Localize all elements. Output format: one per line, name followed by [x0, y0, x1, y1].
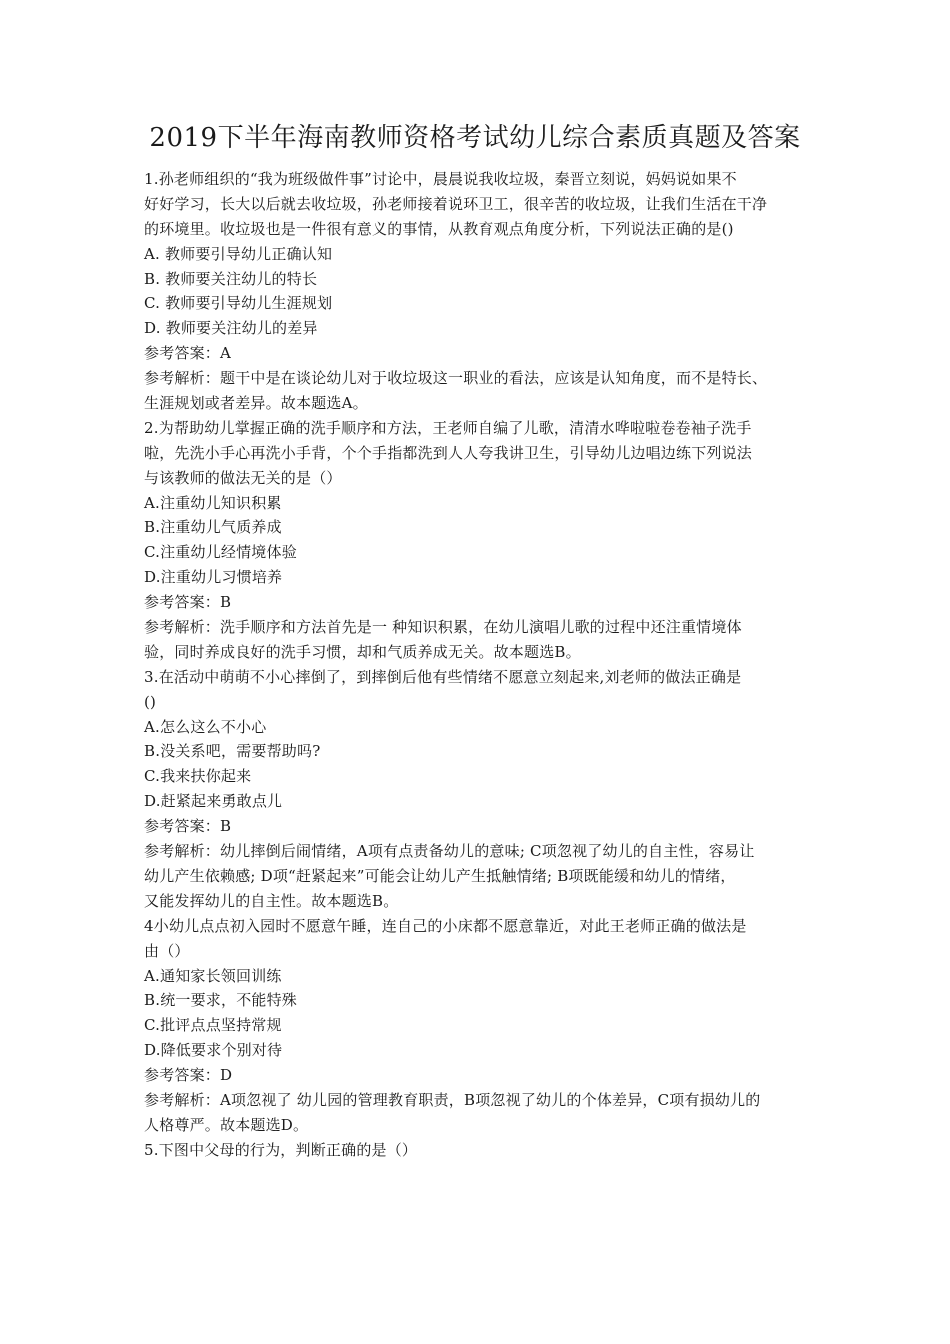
text-line: B.没关系吧，需要帮助吗?: [144, 742, 321, 761]
text-line: A. 教师要引导幼儿正确认知: [144, 244, 333, 263]
document-title: 2019下半年海南教师资格考试幼儿综合素质真题及答案: [149, 123, 801, 153]
text-line: D.赶紧起来勇敢点儿: [144, 792, 283, 811]
text-line: 人格尊严。故本题选D。: [144, 1115, 309, 1134]
text-line: A.通知家长领回训练: [144, 966, 282, 985]
text-line: 好好学习，长大以后就去收垃圾，孙老师接着说环卫工，很辛苦的收垃圾，让我们生活在干净: [144, 194, 768, 213]
text-line: 2.为帮助幼儿掌握正确的洗手顺序和方法，王老师自编了儿歌，清清水哗啦啦卷卷袖子洗手: [144, 418, 752, 437]
text-line: B. 教师要关注幼儿的特长: [144, 269, 318, 288]
text-line: 参考解析：洗手顺序和方法首先是一 种知识积累，在幼儿演唱儿歌的过程中还注重情境体: [144, 618, 742, 637]
text-line: D.降低要求个别对待: [144, 1041, 283, 1060]
text-line: 5.下图中父母的行为，判断正确的是（）: [144, 1140, 418, 1159]
text-line: 4小幼儿点点初入园时不愿意午睡，连自己的小床都不愿意靠近，对此王老师正确的做法是: [144, 916, 747, 935]
document-body: [144, 167, 812, 1163]
text-line: 参考解析：幼儿摔倒后闹情绪，A项有点责备幼儿的意味; C项忽视了幼儿的自主性，容易让: [144, 842, 755, 861]
text-line: 3.在活动中萌萌不小心摔倒了，到摔倒后他有些情绪不愿意立刻起来,刘老师的做法正确是: [144, 667, 742, 686]
text-line: C.批评点点坚持常规: [144, 1016, 282, 1035]
text-line: 参考答案：B: [144, 593, 232, 612]
text-line: 参考解析：A项忽视了 幼儿园的管理教育职责，B项忽视了幼儿的个体差异，C项有损幼儿的: [144, 1090, 761, 1109]
text-line: C.注重幼儿经情境体验: [144, 543, 297, 562]
text-line: 幼儿产生依赖感; D项“赶紧起来”可能会让幼儿产生抵触情绪; B项既能缓和幼儿的情绪，: [144, 866, 736, 885]
text-line: 生涯规划或者差异。故本题选A。: [144, 394, 368, 413]
text-line: 参考答案：B: [144, 817, 232, 836]
text-line: A.怎么这么不小心: [144, 717, 267, 736]
text-line: B.统一要求，不能特殊: [144, 991, 297, 1010]
text-line: D.注重幼儿习惯培养: [144, 568, 283, 587]
text-line: 的环境里。收垃圾也是一件很有意义的事情，从教育观点角度分析，下列说法正确的是(): [144, 219, 734, 238]
text-line: 啦，先洗小手心再洗小手背，个个手指都洗到人人夸我讲卫生，引导幼儿边唱边练下列说法: [144, 443, 753, 462]
text-line: B.注重幼儿气质养成: [144, 518, 282, 537]
text-line: 又能发挥幼儿的自主性。故本题选B。: [144, 891, 399, 910]
text-line: 参考答案：D: [144, 1066, 233, 1085]
text-line: 验，同时养成良好的洗手习惯，却和气质养成无关。故本题选B。: [144, 642, 581, 661]
text-line: 与该教师的做法无关的是（）: [144, 468, 342, 487]
text-line: 由（）: [144, 941, 190, 960]
text-line: A.注重幼儿知识积累: [144, 493, 282, 512]
text-line: 参考解析：题干中是在谈论幼儿对于收垃圾这一职业的看法，应该是认知角度，而不是特长、: [144, 369, 768, 388]
text-line: D. 教师要关注幼儿的差异: [144, 319, 318, 338]
text-line: (): [144, 692, 157, 711]
text-line: 参考答案：A: [144, 344, 232, 363]
text-line: C. 教师要引导幼儿生涯规划: [144, 294, 333, 313]
text-line: 1.孙老师组织的“我为班级做件事”讨论中，晨晨说我收垃圾，秦晋立刻说，妈妈说如果不: [144, 170, 737, 188]
text-line: C.我来扶你起来: [144, 767, 252, 786]
